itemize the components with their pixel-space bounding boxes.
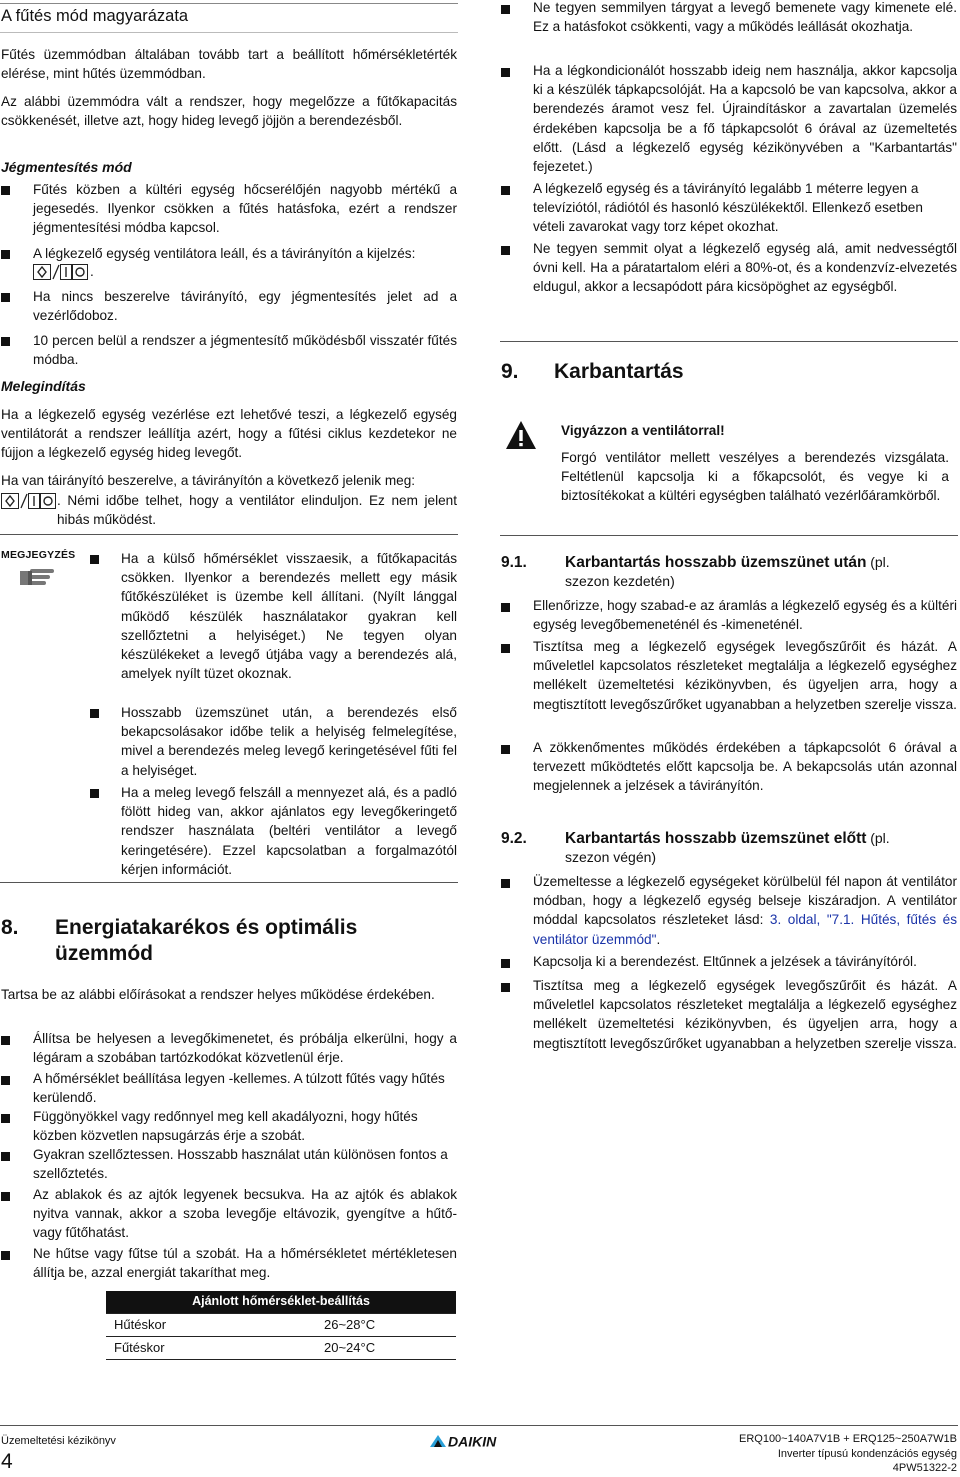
bullet-icon <box>501 603 510 612</box>
right-item: Ne tegyen semmilyen tárgyat a levegő bemenete vagy kimenete elé. Ez a hatásfokot csökkenti, vagy a működés leállását okozhatja. <box>533 0 957 35</box>
note-item: Ha a külső hőmérséklet visszaesik, a fűtőkapacitás csökken. Ilyenkor a berendezés mellett egy másik fűtőkészüléket is üzembe kell állítani. (Nyílt lánggal működő készülék használatakor gyakran kell szellőztetni a helyiséget.) Ne tegyen olyan készülékeket a levegő útjába vagy a berendezés alá, amelyek nyílt tüzet okoznak. <box>121 551 457 682</box>
bullet-icon <box>90 709 99 718</box>
table-cell-mode: Fűtéskor <box>106 1336 316 1359</box>
subsection-91-number: 9.1. <box>501 554 527 571</box>
right-item: Ha a légkondicionálót hosszabb ideig nem használja, akkor kapcsolja ki a készülék tápkapcsolóját. Ha a kapcsoló be van kapcsolva, akkor a berendezés áramot vesz fel. Újraindításkor a zavartalan üzemelés érdekében kapcsolja be a fő tápkapcsolót 6 órával az üzemeltetés előtt. (Lásd a légkezelő egység kézikönyvében a "Karbantartás" fejezetet.) <box>533 63 957 175</box>
bullet-icon <box>501 186 510 195</box>
hotstart-paragraph-2a: Ha van táirányító beszerelve, a távirányítón a következő jelenik meg: <box>1 473 416 488</box>
section-8-title: Energiatakarékos és optimális üzemmód <box>55 916 358 965</box>
s91-item: Ellenőrizze, hogy szabad-e az áramlás a légkezelő egység és a kültéri egység levegőbemeneténél és -kimeneténél. <box>533 598 957 633</box>
page-link[interactable]: 3. oldal, <box>769 912 821 928</box>
section-8-item: Gyakran szellőztessen. Hosszabb használat után különösen fontos a szellőztetés. <box>33 1147 448 1182</box>
bullet-icon <box>90 789 99 798</box>
bullet-icon <box>90 555 99 564</box>
s91-item: A zökkenőmentes működés érdekében a tápkapcsolót 6 órával a tervezett működtetés előtt kapcsolja be. A bekapcsolás után azonnal megjelennek a jelzések a távirányítón. <box>533 740 957 794</box>
section-9-top-rule <box>500 341 958 342</box>
table-row <box>106 1336 456 1359</box>
bullet-icon <box>1 337 10 346</box>
svg-text:DAIKIN: DAIKIN <box>448 1433 497 1449</box>
bullet-icon <box>501 5 510 14</box>
subsection-91-title: Karbantartás hosszabb üzemszünet után <box>565 554 867 571</box>
right-item: Ne tegyen semmit olyat a légkezelő egység alá, amit nedvességtől óvni kell. Ha a páratartalom eléri a 80%-ot, és a kondenzvíz-elvezetés eldugul, akkor a lecsapódott pára kicsöpöghet az egységből. <box>533 241 957 295</box>
bullet-icon <box>1 1114 10 1123</box>
bullet-icon <box>501 644 510 653</box>
note-label: MEGJEGYZÉS <box>1 549 76 561</box>
s92-item: Üzemeltesse a légkezelő egységeket körülbelül fél napon át ventilátor módban, hogy a légkezelő egység belseje kiszáradjon. A ventilátor móddal kapcsolatos részleteket lásd: 3. oldal, "7.1. Hűtés, fűtés és ventilátor üzemmód". <box>533 874 957 947</box>
defrost-item <box>33 244 457 263</box>
warning-text: Forgó ventilátor mellett veszélyes a berendezés vizsgálata. Feltétlenül kapcsolja ki a főkapcsolót, és vegye ki a biztosítékokat a kültéri egységben található vezérlőáramkörből. <box>561 450 949 504</box>
s91-item: Tisztítsa meg a légkezelő egységek levegőszűrőit és házát. A műveletlel kapcsolatos részleteket megtalálja a légkezelő egységhez mellékelt üzemeltetési kézikönyvben, és ügyeljen arra, hogy a megtisztított levegőszűrőket ugyanabban a helyzetben szerelje vissza. <box>533 639 957 712</box>
section-8-item: Függönyökkel vagy redőnnyel meg kell akadályozni, hogy hűtés közben közvetlen napsugárzás érje a szobát. <box>33 1109 418 1144</box>
section-9-title: Karbantartás <box>554 360 684 383</box>
intro-paragraph: Fűtés üzemmódban általában tovább tart a beállított hőmérsékletérték elérése, mint hűtés üzemmódban. <box>1 47 457 82</box>
subsection-92-sub-b: szezon végén) <box>565 849 657 866</box>
subsection-92-number: 9.2. <box>501 830 527 847</box>
bullet-icon <box>1 250 10 259</box>
section-8-item: Az ablakok és az ajtók legyenek becsukva. Ha az ajtók és ablakok nyitva vannak, akkor a szoba levegője eltávozik, gyengítve a hűtő- vagy fűtőhatást. <box>33 1187 457 1241</box>
bullet-icon <box>1 293 10 302</box>
warning-icon <box>505 420 537 455</box>
section-8-item: Ne hűtse vagy fűtse túl a szobát. Ha a hőmérsékletet mértékletesen állítja be, azzal energiát takaríthat meg. <box>33 1246 457 1281</box>
subsection-92-heading <box>565 829 957 867</box>
bullet-icon <box>501 983 510 992</box>
bullet-icon <box>1 1076 10 1085</box>
defrost-item-text: A légkezelő egység ventilátora leáll, és a távirányítón a kijelzés: <box>33 246 416 261</box>
section-9-number: 9. <box>501 360 519 383</box>
bullet-icon <box>1 1192 10 1201</box>
table-cell-mode: Hűtéskor <box>106 1313 316 1336</box>
right-item: A légkezelő egység és a távirányító legalább 1 méterre legyen a televíziótól, rádiótól és hasonló készülékektől. Ellenkező esetben vételi zavarokat vagy torz képet okozhat. <box>533 181 923 235</box>
section-header-underline <box>0 32 458 33</box>
defrost-heading: Jégmentesítés mód <box>1 159 132 175</box>
bullet-icon <box>501 959 510 968</box>
hotstart-paragraph-2b: . Némi időbe telhet, hogy a ventilátor elinduljon. Ez nem jelent hibás működést. <box>57 493 457 528</box>
note-hand-icon <box>20 565 60 594</box>
section-header-title: A fűtés mód magyarázata <box>1 7 189 25</box>
subsection-91-heading <box>565 553 957 591</box>
period: . <box>90 264 94 279</box>
defrost-item: Fűtés közben a kültéri egység hőcserélőjén nagyobb mértékű a jegesedés. Ilyenkor csökken a fűtés hatásfoka, ezért a rendszer jégmentesítési módba kapcsol. <box>33 182 457 236</box>
intro-paragraph-2: Az alábbi üzemmódra vált a rendszer, hogy megelőzze a fűtőkapacitás csökkenését, illetve azt, hogy hideg levegő jöjjön a berendezésből. <box>1 94 457 129</box>
footer-subtitle: Inverter típusú kondenzációs egység <box>777 1448 957 1460</box>
bullet-icon <box>1 1036 10 1045</box>
temperature-table <box>106 1291 456 1360</box>
section-8-intro: Tartsa be az alábbi előírásokat a rendszer helyes működése érdekében. <box>1 987 435 1002</box>
note-item: Hosszabb üzemszünet után, a berendezés első bekapcsolásakor időbe telik a helyiség felmelegítése, mivel a berendezés meleg levegő keringetésével fűti fel a helyiséget. <box>121 705 457 778</box>
bullet-icon <box>1 186 10 195</box>
s92-item: Tisztítsa meg a légkezelő egységek levegőszűrőit és házát. A műveletlel kapcsolatos részleteket megtalálja a légkezelő egységhez mellékelt üzemeltetési kézikönyvben, és ügyeljen arra, hogy a megtisztított levegőszűrőket ugyanabban a helyzetben szerelje vissza. <box>533 978 957 1051</box>
section-link[interactable]: "7.1. Hűtés, fűtés és ventilátor üzemmód" <box>533 912 957 947</box>
table-cell-range: 26~28°C <box>316 1313 456 1336</box>
s92-item: Kapcsolja ki a berendezést. Eltűnnek a jelzések a távirányítóról. <box>533 954 917 969</box>
defrost-item: Ha nincs beszerelve távirányító, egy jégmentesítés jelet ad a vezérlődoboz. <box>33 289 457 324</box>
subsection-92-sub-a: (pl. <box>870 830 890 846</box>
bullet-icon <box>1 1152 10 1161</box>
note-top-rule <box>0 534 458 535</box>
bullet-icon <box>501 68 510 77</box>
defrost-item: 10 percen belül a rendszer a jégmentesítő működésből visszatér fűtés módba. <box>33 333 457 368</box>
note-bottom-rule <box>0 882 458 883</box>
daikin-logo <box>430 1433 520 1454</box>
bullet-icon <box>501 879 510 888</box>
table-cell-range: 20~24°C <box>316 1336 456 1359</box>
hotstart-heading: Melegindítás <box>1 378 86 394</box>
subsection-92-title: Karbantartás hosszabb üzemszünet előtt <box>565 830 867 847</box>
section-8-number: 8. <box>1 916 19 939</box>
section-9-bottom-rule <box>500 535 958 536</box>
hotstart-display-icon <box>1 493 57 514</box>
footer-manual-title: Üzemeltetési kézikönyv <box>1 1435 116 1447</box>
footer-page-number: 4 <box>1 1450 13 1473</box>
bullet-icon <box>501 745 510 754</box>
section-header-rule <box>0 3 458 4</box>
hotstart-paragraph: Ha a légkezelő egység vezérlése ezt lehetővé teszi, a légkezelő egység ventilátorát a rendszer leállítja azért, hogy a fűtési ciklus kezdetekor ne fújjon a légkezelő egység hideg levegőt. <box>1 407 457 461</box>
footer-rule <box>0 1425 958 1426</box>
note-item: Ha a meleg levegő felszáll a mennyezet alá, és a padló fölött hideg van, akkor ajánlatos egy levegőkeringető rendszer használata (beltéri ventilátor a levegő keringetésére). Ezzel kapcsolatban a forgalmazótól kérjen információt. <box>121 785 457 877</box>
table-header: Ajánlott hőmérséklet-beállítás <box>106 1291 456 1313</box>
table-row <box>106 1313 456 1336</box>
warning-title: Vigyázzon a ventilátorral! <box>561 423 725 438</box>
section-8-item: Állítsa be helyesen a levegőkimenetet, és próbálja elkerülni, hogy a légáram a szobában tartózkodókat közvetlenül érje. <box>33 1031 457 1066</box>
section-8-item: A hőmérséklet beállítása legyen -kellemes. A túlzott fűtés vagy hűtés kerülendő. <box>33 1071 445 1106</box>
bullet-icon <box>1 1251 10 1260</box>
footer-code: 4PW51322-2 <box>892 1462 957 1474</box>
bullet-icon <box>501 246 510 255</box>
subsection-91-sub-a: (pl. <box>870 554 890 570</box>
subsection-91-sub-b: szezon kezdetén) <box>565 573 675 590</box>
footer-model: ERQ100~140A7V1B + ERQ125~250A7W1B <box>738 1433 957 1445</box>
fan-off-display-icon <box>33 264 89 285</box>
